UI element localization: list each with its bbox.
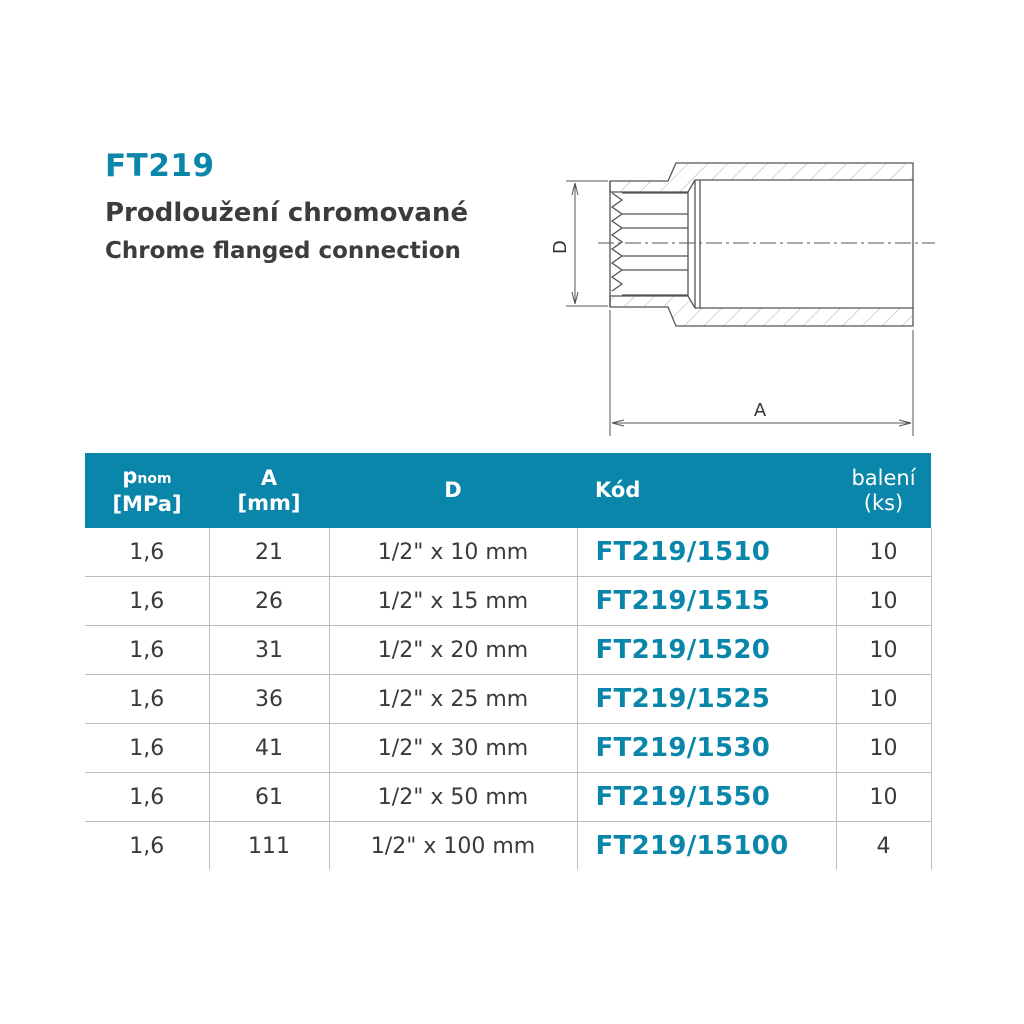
cell-dimension: 1/2" x 10 mm: [329, 528, 577, 577]
cell-pressure: 1,6: [85, 773, 209, 822]
cell-length: 36: [209, 675, 329, 724]
header-p-unit: [MPa]: [112, 492, 182, 516]
cell-pressure: 1,6: [85, 724, 209, 773]
technical-drawing: [540, 150, 940, 450]
cell-product-code: FT219/1530: [577, 724, 836, 773]
cell-product-code: FT219/1520: [577, 626, 836, 675]
product-name-cz: Prodloužení chromované: [105, 198, 469, 228]
header-kod-label: Kód: [595, 478, 641, 502]
cell-product-code: FT219/15100: [577, 822, 836, 871]
header-p-sub: nom: [137, 471, 172, 487]
fitting-section: [610, 163, 913, 326]
header-a-unit: [mm]: [237, 490, 301, 515]
cell-length: 21: [209, 528, 329, 577]
cell-length: 61: [209, 773, 329, 822]
product-name-en: Chrome flanged connection: [105, 238, 461, 264]
cell-dimension: 1/2" x 30 mm: [329, 724, 577, 773]
cell-length: 111: [209, 822, 329, 871]
cell-length: 31: [209, 626, 329, 675]
header-p-main: p: [122, 464, 138, 488]
cell-product-code: FT219/1525: [577, 675, 836, 724]
cell-product-code: FT219/1550: [577, 773, 836, 822]
header-d-label: D: [444, 478, 462, 502]
cell-dimension: 1/2" x 20 mm: [329, 626, 577, 675]
cell-package: 10: [836, 773, 931, 822]
cell-pressure: 1,6: [85, 577, 209, 626]
table-row: [85, 724, 931, 773]
header-length: [209, 453, 329, 528]
dimension-d-label: D: [550, 240, 571, 254]
table-row: [85, 773, 931, 822]
header-a-label: A: [260, 465, 278, 490]
cell-package: 10: [836, 626, 931, 675]
cell-length: 26: [209, 577, 329, 626]
cell-product-code: FT219/1510: [577, 528, 836, 577]
table-row: [85, 822, 931, 871]
cell-pressure: 1,6: [129, 833, 165, 859]
header-package: [836, 453, 931, 528]
header-code: [577, 453, 836, 528]
cell-dimension: 1/2" x 25 mm: [329, 675, 577, 724]
cell-product-code: FT219/1515: [577, 577, 836, 626]
table-row: [85, 528, 931, 577]
header-diameter: [329, 453, 577, 528]
table-row: [85, 577, 931, 626]
table-header-row: [85, 453, 931, 528]
cell-package: 10: [836, 724, 931, 773]
specification-table: [85, 453, 932, 870]
header-pressure: [85, 453, 209, 528]
header-baleni-unit: (ks): [863, 490, 904, 515]
product-code-title: FT219: [105, 148, 215, 184]
cell-dimension: 1/2" x 15 mm: [329, 577, 577, 626]
cell-dimension: 1/2" x 100 mm: [329, 822, 577, 871]
cell-package: 10: [836, 528, 931, 577]
dimension-a-label: A: [753, 400, 767, 421]
cell-package: 10: [836, 675, 931, 724]
table-row: [85, 626, 931, 675]
cell-pressure: 1,6: [85, 675, 209, 724]
cell-dimension: 1/2" x 50 mm: [329, 773, 577, 822]
header-baleni-label: balení: [851, 465, 916, 490]
table-row: [85, 675, 931, 724]
cell-pressure: 1,6: [85, 528, 209, 577]
cell-pressure: 1,6: [85, 626, 209, 675]
cell-package: 4: [836, 822, 931, 871]
cell-package: 10: [836, 577, 931, 626]
cell-length: 41: [209, 724, 329, 773]
